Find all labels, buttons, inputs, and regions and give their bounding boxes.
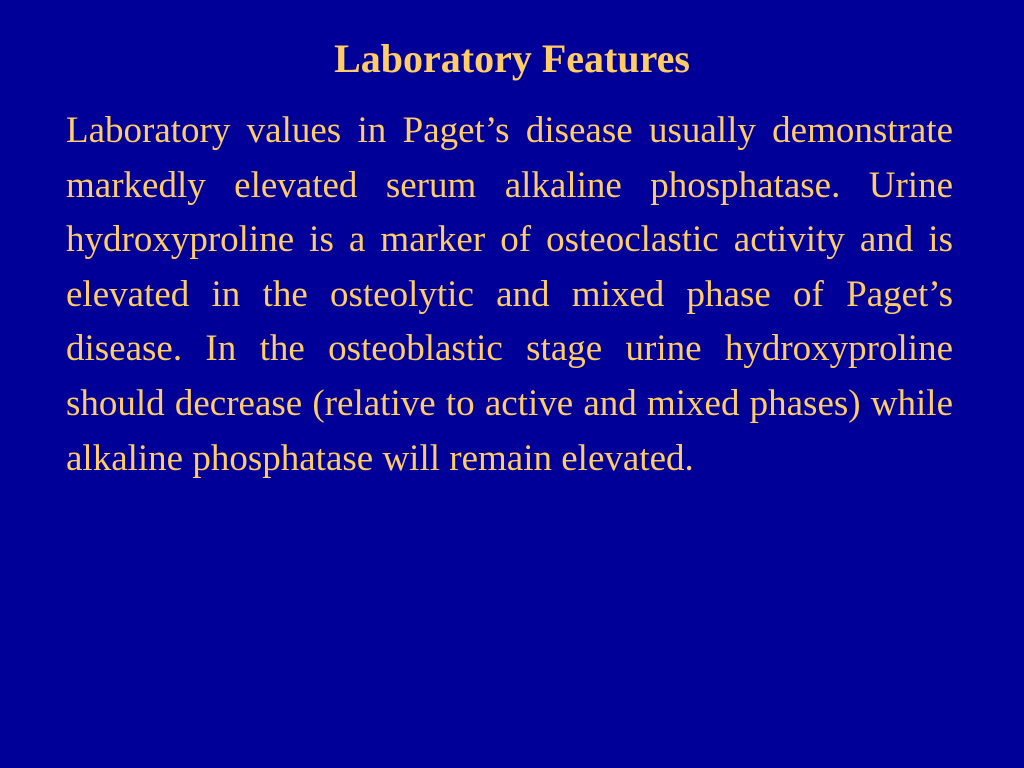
slide-title: Laboratory Features bbox=[334, 36, 690, 81]
slide-body-text: Laboratory values in Paget’s disease usually demonstrate markedly elevated serum alkaline phosphatase. Urine hydroxyproline is a marker of osteoclastic activity and is elevated in the osteolytic and mixed phase of Paget’s disease. In the osteoblastic stage urine hydroxyproline should decrease (relative to active and mixed phases) while alkaline phosphatase will remain elevated. bbox=[66, 110, 953, 479]
